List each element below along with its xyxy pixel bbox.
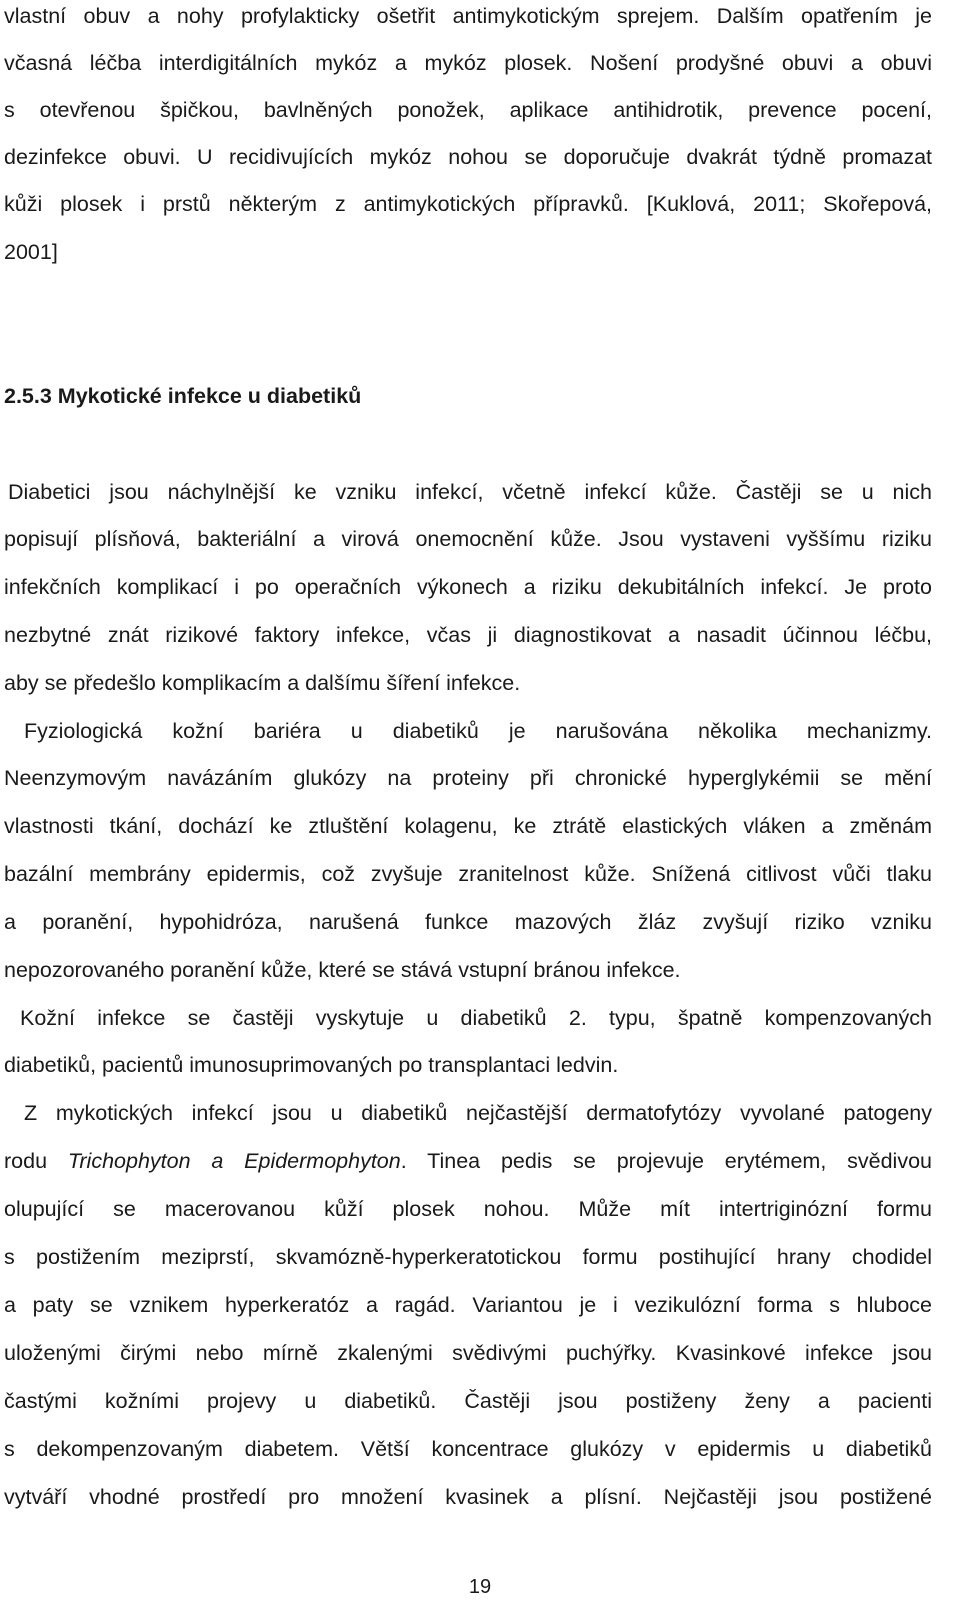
text-line: infekčních komplikací i po operačních výkonech a riziku dekubitálních infekcí. Je proto	[4, 575, 932, 599]
text-line: včasná léčba interdigitálních mykóz a mykóz plosek. Nošení prodyšné obuvi a obuvi	[4, 51, 932, 75]
text-line: častými kožními projevy u diabetiků. Častěji jsou postiženy ženy a pacienti	[4, 1389, 932, 1413]
text-line: vlastní obuv a nohy profylakticky ošetřit antimykotickým sprejem. Dalším opatřením je	[4, 4, 932, 28]
text-line: bazální membrány epidermis, což zvyšuje zranitelnost kůže. Snížená citlivost vůči tlaku	[4, 862, 932, 886]
genus-names-italic: Trichophyton a Epidermophyton	[67, 1149, 401, 1173]
text-line: dezinfekce obuvi. U recidivujících mykóz nohou se doporučuje dvakrát týdně promazat	[4, 145, 932, 169]
text-span: rodu	[4, 1149, 68, 1173]
text-line	[4, 1146, 932, 1176]
text-span: . Tinea pedis se projevuje erytémem, svědivou	[400, 1149, 932, 1173]
text-line: a poranění, hypohidróza, narušená funkce mazových žláz zvyšují riziko vzniku	[4, 910, 932, 934]
text-line: Neenzymovým navázáním glukózy na proteiny při chronické hyperglykémii se mění	[4, 766, 932, 790]
text-line: kůži plosek i prstů některým z antimykotických přípravků. [Kuklová, 2011; Skořepová,	[4, 192, 932, 216]
text-line: nezbytné znát rizikové faktory infekce, včas ji diagnostikovat a nasadit účinnou léčbu,	[4, 623, 932, 647]
section-heading: 2.5.3 Mykotické infekce u diabetiků	[4, 384, 362, 408]
text-line: s dekompenzovaným diabetem. Větší koncentrace glukózy v epidermis u diabetiků	[4, 1437, 932, 1461]
text-line: nepozorovaného poranění kůže, které se stává vstupní bránou infekce.	[4, 958, 681, 982]
text-line: s otevřenou špičkou, bavlněných ponožek, aplikace antihidrotik, prevence pocení,	[4, 98, 932, 122]
text-line: s postižením meziprstí, skvamózně-hyperkeratotickou formu postihující hrany chodidel	[4, 1245, 932, 1269]
text-line: olupující se macerovanou kůží plosek nohou. Může mít intertriginózní formu	[4, 1197, 932, 1221]
text-line: Z mykotických infekcí jsou u diabetiků nejčastější dermatofytózy vyvolané patogeny	[24, 1101, 932, 1125]
text-line: Diabetici jsou náchylnější ke vzniku infekcí, včetně infekcí kůže. Častěji se u nich	[8, 480, 932, 504]
text-line: vlastnosti tkání, dochází ke ztluštění kolagenu, ke ztrátě elastických vláken a změnám	[4, 814, 932, 838]
text-line: Fyziologická kožní bariéra u diabetiků je narušována několika mechanizmy.	[24, 719, 932, 743]
text-line: 2001]	[4, 240, 58, 264]
text-line: uloženými čirými nebo mírně zkalenými svědivými puchýřky. Kvasinkové infekce jsou	[4, 1341, 932, 1365]
page-number: 19	[468, 1576, 492, 1598]
text-line: diabetiků, pacientů imunosuprimovaných po transplantaci ledvin.	[4, 1053, 619, 1077]
text-line: a paty se vznikem hyperkeratóz a ragád. Variantou je i vezikulózní forma s hluboce	[4, 1293, 932, 1317]
text-line: popisují plísňová, bakteriální a virová onemocnění kůže. Jsou vystaveni vyššímu riziku	[4, 527, 932, 551]
text-line: aby se předešlo komplikacím a dalšímu šíření infekce.	[4, 671, 521, 695]
text-line: vytváří vhodné prostředí pro množení kvasinek a plísní. Nejčastěji jsou postižené	[4, 1485, 932, 1509]
text-line: Kožní infekce se častěji vyskytuje u diabetiků 2. typu, špatně kompenzovaných	[20, 1006, 932, 1030]
